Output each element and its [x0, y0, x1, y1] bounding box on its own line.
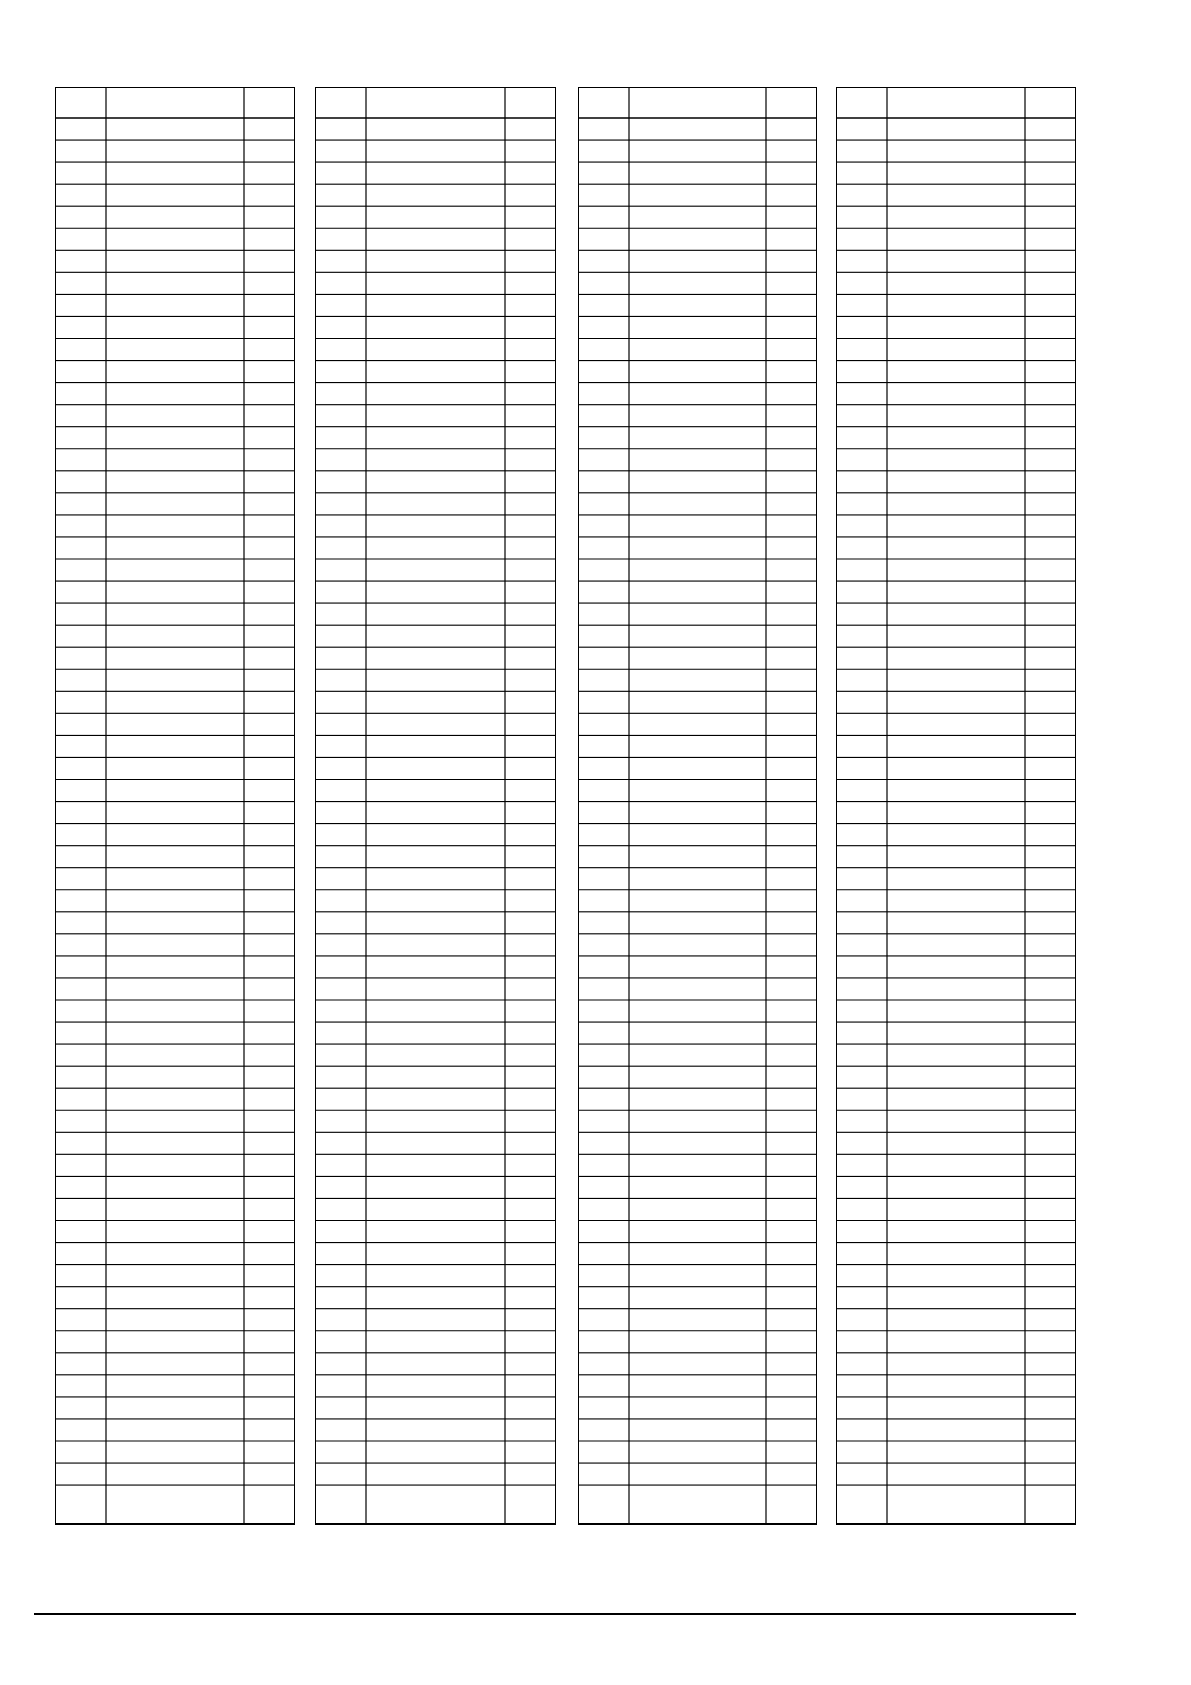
- grid-table-4: [836, 87, 1076, 1525]
- grid-lines: [316, 88, 555, 1523]
- grid-lines: [579, 88, 816, 1523]
- grid-table-1: [55, 87, 295, 1525]
- footer-rule: [34, 1613, 1076, 1615]
- grid-table-2: [315, 87, 556, 1525]
- grid-lines: [56, 88, 294, 1523]
- grid-lines: [837, 88, 1075, 1523]
- grid-table-3: [578, 87, 817, 1525]
